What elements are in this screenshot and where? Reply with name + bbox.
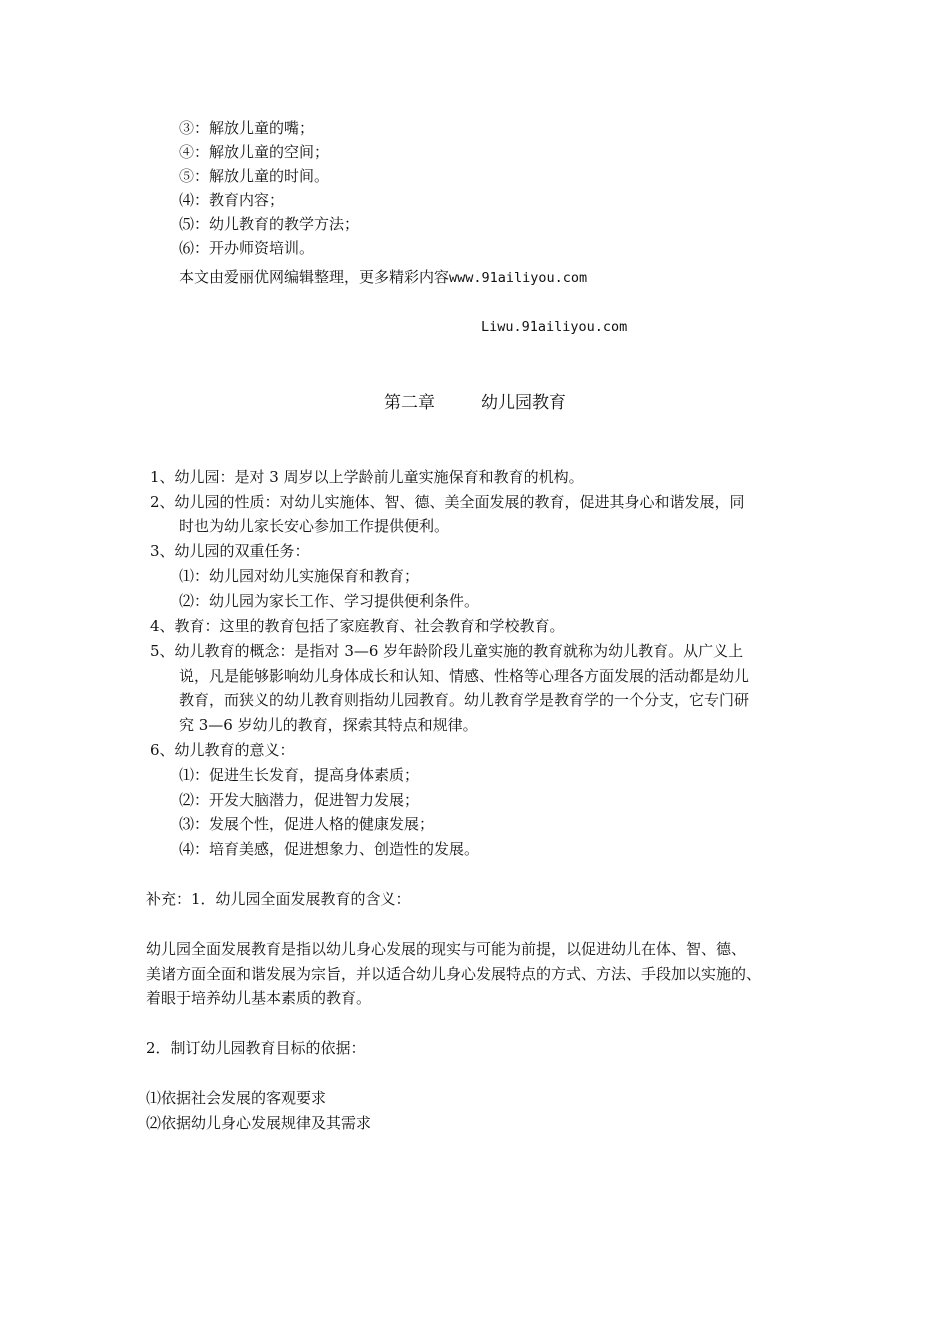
list-item: ⑷：教育内容； [179,191,285,209]
numbered-item: 5、幼儿教育的概念：是指对 3—6 岁年龄阶段儿童实施的教育就称为幼儿教育。从广义上 [150,642,744,660]
sub-item: ⑶：发展个性，促进人格的健康发展； [179,815,435,833]
list-item: ④：解放儿童的空间； [179,143,330,161]
numbered-item: 6、幼儿教育的意义： [150,741,295,759]
item-continuation: 时也为幼儿家长安心参加工作提供便利。 [179,517,450,535]
list-item: ③：解放儿童的嘴； [179,119,315,137]
sub-item: ⑴：促进生长发育，提高身体素质； [179,766,420,784]
numbered-item: 3、幼儿园的双重任务： [150,542,310,560]
basis-item: ⑵依据幼儿身心发展规律及其需求 [146,1114,372,1132]
list-item: ⑤：解放儿童的时间。 [179,167,330,185]
chapter-heading [0,388,950,413]
site-url[interactable]: Liwu.91ailiyou.com [481,319,628,335]
source-note-text: 本文由爱丽优网编辑整理，更多精彩内容 [179,268,450,286]
sub-item: ⑵：幼儿园为家长工作、学习提供便利条件。 [179,592,480,610]
supplement-heading: 补充：1．幼儿园全面发展教育的含义： [146,890,411,908]
chapter-title: 幼儿园教育 [481,393,566,413]
paragraph-line: 美诸方面全面和谐发展为宗旨，并以适合幼儿身心发展特点的方式、方法、手段加以实施的、 [146,965,762,983]
paragraph-line: 着眼于培养幼儿基本素质的教育。 [146,989,372,1007]
item-continuation: 教育，而狭义的幼儿教育则指幼儿园教育。幼儿教育学是教育学的一个分支，它专门研 [179,691,750,709]
source-note [179,266,587,289]
item-continuation: 说，凡是能够影响幼儿身体成长和认知、情感、性格等心理各方面发展的活动都是幼儿 [179,667,750,685]
list-item: ⑹：开办师资培训。 [179,239,315,257]
list-item: ⑸：幼儿教育的教学方法； [179,215,360,233]
paragraph-line: 幼儿园全面发展教育是指以幼儿身心发展的现实与可能为前提，以促进幼儿在体、智、德、 [146,940,747,958]
sub-item: ⑷：培育美感，促进想象力、创造性的发展。 [179,840,480,858]
numbered-item: 4、教育：这里的教育包括了家庭教育、社会教育和学校教育。 [150,617,565,635]
numbered-item: 2、幼儿园的性质：对幼儿实施体、智、德、美全面发展的教育，促进其身心和谐发展，同 [150,493,745,511]
sub-item: ⑴：幼儿园对幼儿实施保育和教育； [179,567,420,585]
numbered-item: 1、幼儿园：是对 3 周岁以上学龄前儿童实施保育和教育的机构。 [150,468,584,486]
source-note-url[interactable]: www.91ailiyou.com [449,270,588,286]
chapter-number: 第二章 [384,393,435,413]
supplement-heading-2: 2．制订幼儿园教育目标的依据： [146,1039,366,1057]
basis-item: ⑴依据社会发展的客观要求 [146,1089,327,1107]
item-continuation: 究 3—6 岁幼儿的教育，探索其特点和规律。 [179,716,478,734]
sub-item: ⑵：开发大脑潜力，促进智力发展； [179,791,420,809]
